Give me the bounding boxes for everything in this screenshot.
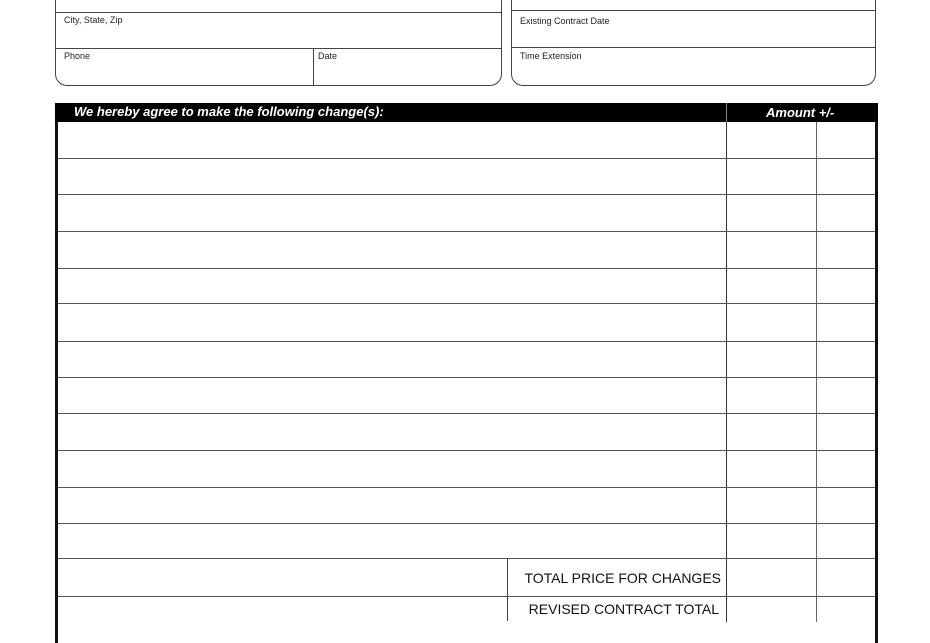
revised-contract-total-label: REVISED CONTRACT TOTAL	[528, 601, 719, 617]
change-row[interactable]	[58, 378, 875, 414]
change-row[interactable]	[58, 122, 875, 159]
amount-header: Amount +/-	[766, 105, 835, 120]
divider	[55, 12, 502, 13]
divider	[313, 48, 314, 86]
change-row[interactable]	[58, 304, 875, 342]
revised-total-field[interactable]	[728, 598, 874, 620]
phone-field[interactable]	[57, 62, 311, 84]
date-field[interactable]	[316, 62, 500, 84]
existing-contract-date-field[interactable]	[513, 27, 874, 46]
change-row[interactable]	[58, 488, 875, 524]
city-state-zip-field[interactable]	[57, 26, 500, 47]
city-state-zip-label: City, State, Zip	[64, 15, 123, 25]
change-row[interactable]	[58, 451, 875, 488]
phone-label: Phone	[64, 51, 91, 61]
time-extension-label: Time Extension	[520, 51, 582, 61]
change-row[interactable]	[58, 195, 875, 232]
divider	[55, 48, 502, 49]
change-row[interactable]	[58, 159, 875, 195]
change-row[interactable]	[58, 232, 875, 269]
change-row[interactable]	[58, 414, 875, 451]
existing-contract-date-label: Existing Contract Date	[520, 16, 610, 26]
divider	[511, 47, 876, 48]
total-price-for-changes-label: TOTAL PRICE FOR CHANGES	[524, 570, 721, 586]
change-row[interactable]	[58, 342, 875, 378]
divider	[511, 10, 876, 11]
change-row[interactable]	[58, 524, 875, 559]
change-row[interactable]	[58, 269, 875, 304]
total-price-field[interactable]	[728, 560, 874, 595]
time-extension-field[interactable]	[513, 62, 874, 84]
divider	[726, 103, 727, 122]
date-label: Date	[318, 51, 338, 61]
changes-header-title: We hereby agree to make the following change(s):	[74, 104, 384, 119]
